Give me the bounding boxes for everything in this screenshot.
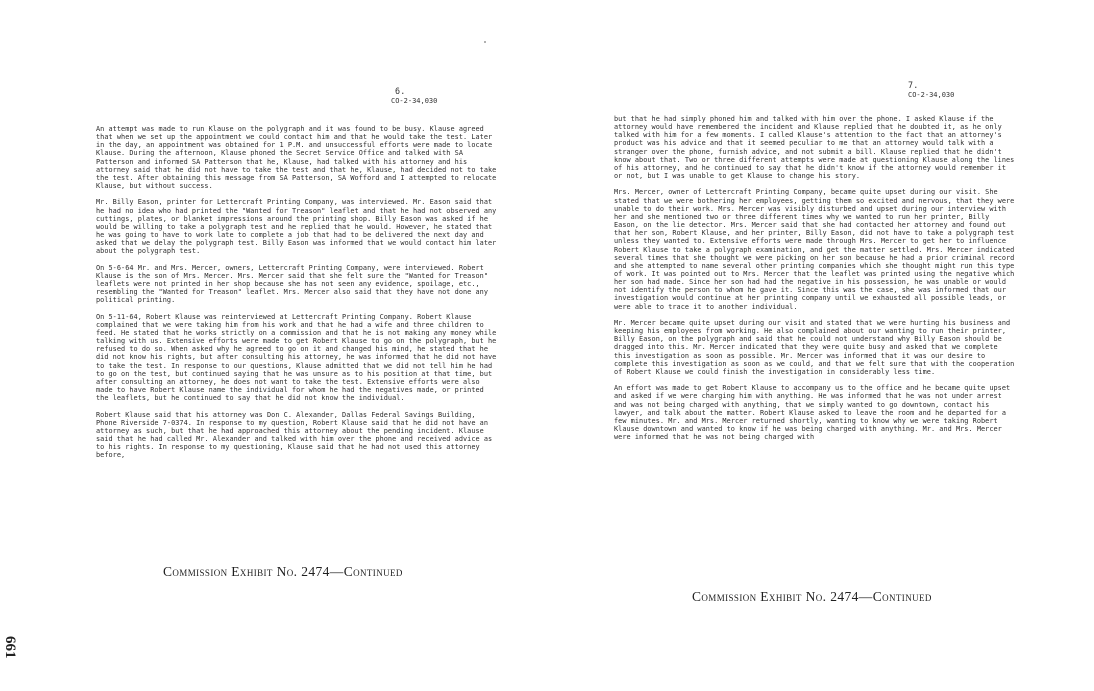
volume-page-number: [1, 636, 18, 659]
file-number: CO-2-34,030: [391, 97, 438, 105]
page-number: 6.: [395, 86, 406, 96]
scan-speck: [484, 41, 486, 43]
memo-body: [96, 125, 500, 468]
paragraph: Mr. Mercer became quite upset during our visit and stated that we were hurting his business and keeping his employees from working. He also complained about our wanting to run their printer, Billy Eason, on the polygraph and said that he could not understand why Billy Eason should be dragged into this. Mr. Mercer indicated that they were quite busy and asked that we complete this investigation as soon as possible. Mr. Mercer was informed that it was our desire to complete this investigation as soon as we could, and that we felt sure that with the cooperation of Robert Klause we could finish the investigation in considerably less time.: [614, 318, 1015, 376]
volume-page-number-text: 661: [2, 636, 18, 659]
paragraph: Mr. Billy Eason, printer for Lettercraft Printing Company, was interviewed. Mr. Eason said that he had no idea who had printed the "Wanted for Treason" leaflet and that he had not observed any cuttings, plates, or blanket impressions around the printing shop. Billy Eason was asked if he would be willing to take a polygraph test and he replied that he would. However, he stated that he was going to have to work late to complete a job that had to be delivered the next day and asked that we delay the polygraph test. Billy Eason was informed that we would contact him later about the polygraph test.: [96, 198, 497, 256]
paragraph: On 5-11-64, Robert Klause was reinterviewed at Lettercraft Printing Company. Robert Klause complained that we were taking him from his work and that he had a wife and three children to feed. He stated that he works strictly on a commission and that he is not making any money while talking with us. Extensive efforts were made to get Robert Klause to go on the polygraph, but he refused to do so. When asked why he agreed to go on it and changed his mind, he stated that he did not know his rights, but after consulting his attorney, he was informed that he did not have to take the test. In response to our questions, Klause admitted that we did not tell him he had to go on the test, but continued saying that he was unsure as to his position at that time, but after consulting an attorney, he does not want to take the test. Extensive efforts were also made to have Robert Klause name the individual for whom he had the negatives made, or printed the leaflets, but he continued to say that he did not know the individual.: [96, 312, 497, 403]
memo-body: [614, 115, 1016, 450]
paragraph: Robert Klause said that his attorney was Don C. Alexander, Dallas Federal Savings Building, Phone Riverside 7-0374. In response to my question, Robert Klause said that he did not have an attorney as such, but that he had approached this attorney about the pending incident. Klause said that he had called Mr. Alexander and talked with him over the phone and received advice as to his rights. In response to my questioning, Klause said that he had not used this attorney before,: [96, 410, 493, 460]
paragraph: On 5-6-64 Mr. and Mrs. Mercer, owners, Lettercraft Printing Company, were interviewed. Robert Klause is the son of Mrs. Mercer. Mrs. Mercer said that she felt sure the "Wanted for Treason" leaflets were not printed in her shop because she has not seen any evidence, spoilage, etc., resembling the "Wanted for Treason" leaflet. Mrs. Mercer also said that they have not done any political printing.: [96, 263, 489, 305]
paragraph: An attempt was made to run Klause on the polygraph and it was found to be busy. Klause agreed that when we set up the appointment we could contact him and that he would take the test. Later in the day, an appointment was obtained for 1 P.M. and unsuccessful efforts were made to locate Klause. During the afternoon, Klause phoned the Secret Service Office and talked with SA Patterson and informed SA Patterson that he, Klause, had talked with his attorney and his attorney said that he did not have to take the test and that he, Klause, had decided not to take the test. After obtaining this message from SA Patterson, SA Wofford and I attempted to relocate Klause, but without success.: [96, 125, 497, 191]
exhibit-caption: Commission Exhibit No. 2474—Continued: [692, 589, 932, 604]
paragraph: Mrs. Mercer, owner of Lettercraft Printing Company, became quite upset during our visit. She stated that we were bothering her employees, getting them so excited and nervous, that they were unable to do their work. Mrs. Mercer was visibly disturbed and upset during our interview with her and she mentioned two or three different times why we wanted to run her printer, Billy Eason, on the lie detector. Mrs. Mercer said that she had contacted her attorney and found out that her son, Robert Klause, and her printer, Billy Eason, did not have to take a polygraph test unless they wanted to. Extensive efforts were made through Mrs. Mercer to get her to influence Robert Klause to take a polygraph examination, and get the matter settled. Mrs. Mercer indicated several times that she thought we were picking on her son because he had a prior criminal record and she attempted to name several other printing companies which she thought might run this type of work. It was pointed out to Mrs. Mercer that the leaflet was printed using the negative which her son had made. Since her son had had the negative in his possession, he was unable or would not identify the person to whom he gave it. Since this was the case, she was informed that our investigation would continue at her printing company until we exhausted all possible leads, or were able to trace it to another individual.: [614, 188, 1015, 311]
page-number: 7.: [908, 80, 919, 90]
exhibit-caption: Commission Exhibit No. 2474—Continued: [163, 564, 403, 579]
right-page: [614, 0, 1016, 691]
left-page: [96, 0, 500, 691]
paragraph: but that he had simply phoned him and talked with him over the phone. I asked Klause if the attorney would have remembered the incident and Klause replied that he doubted it, as he only talked with him for a few moments. I called Klause's attention to the fact that an attorney's product was his advice and that it seemed peculiar to me that an attorney would talk with a stranger over the phone, furnish advice, and not submit a bill. Klause replied that he didn't know about that. Two or three different attempts were made at questioning Klause along the lines of his attorney, and he continued to say that he didn't know if the attorney would remember it or not, but I was unable to get Klause to change his story.: [614, 115, 1015, 181]
paragraph: An effort was made to get Robert Klause to accompany us to the office and he became quite upset and asked if we were charging him with anything. He was informed that he was not under arrest and was not being charged with anything, that we simply wanted to go downtown, contact his lawyer, and talk about the matter. Robert Klause asked to leave the room and he departed for a few minutes. Mr. and Mrs. Mercer returned shortly, wanting to know why we were taking Robert Klause downtown and wanted to know if he was being charged with anything. Mr. and Mrs. Mercer were informed that he was not being charged with: [614, 384, 1011, 442]
file-number: CO-2-34,030: [908, 91, 955, 99]
